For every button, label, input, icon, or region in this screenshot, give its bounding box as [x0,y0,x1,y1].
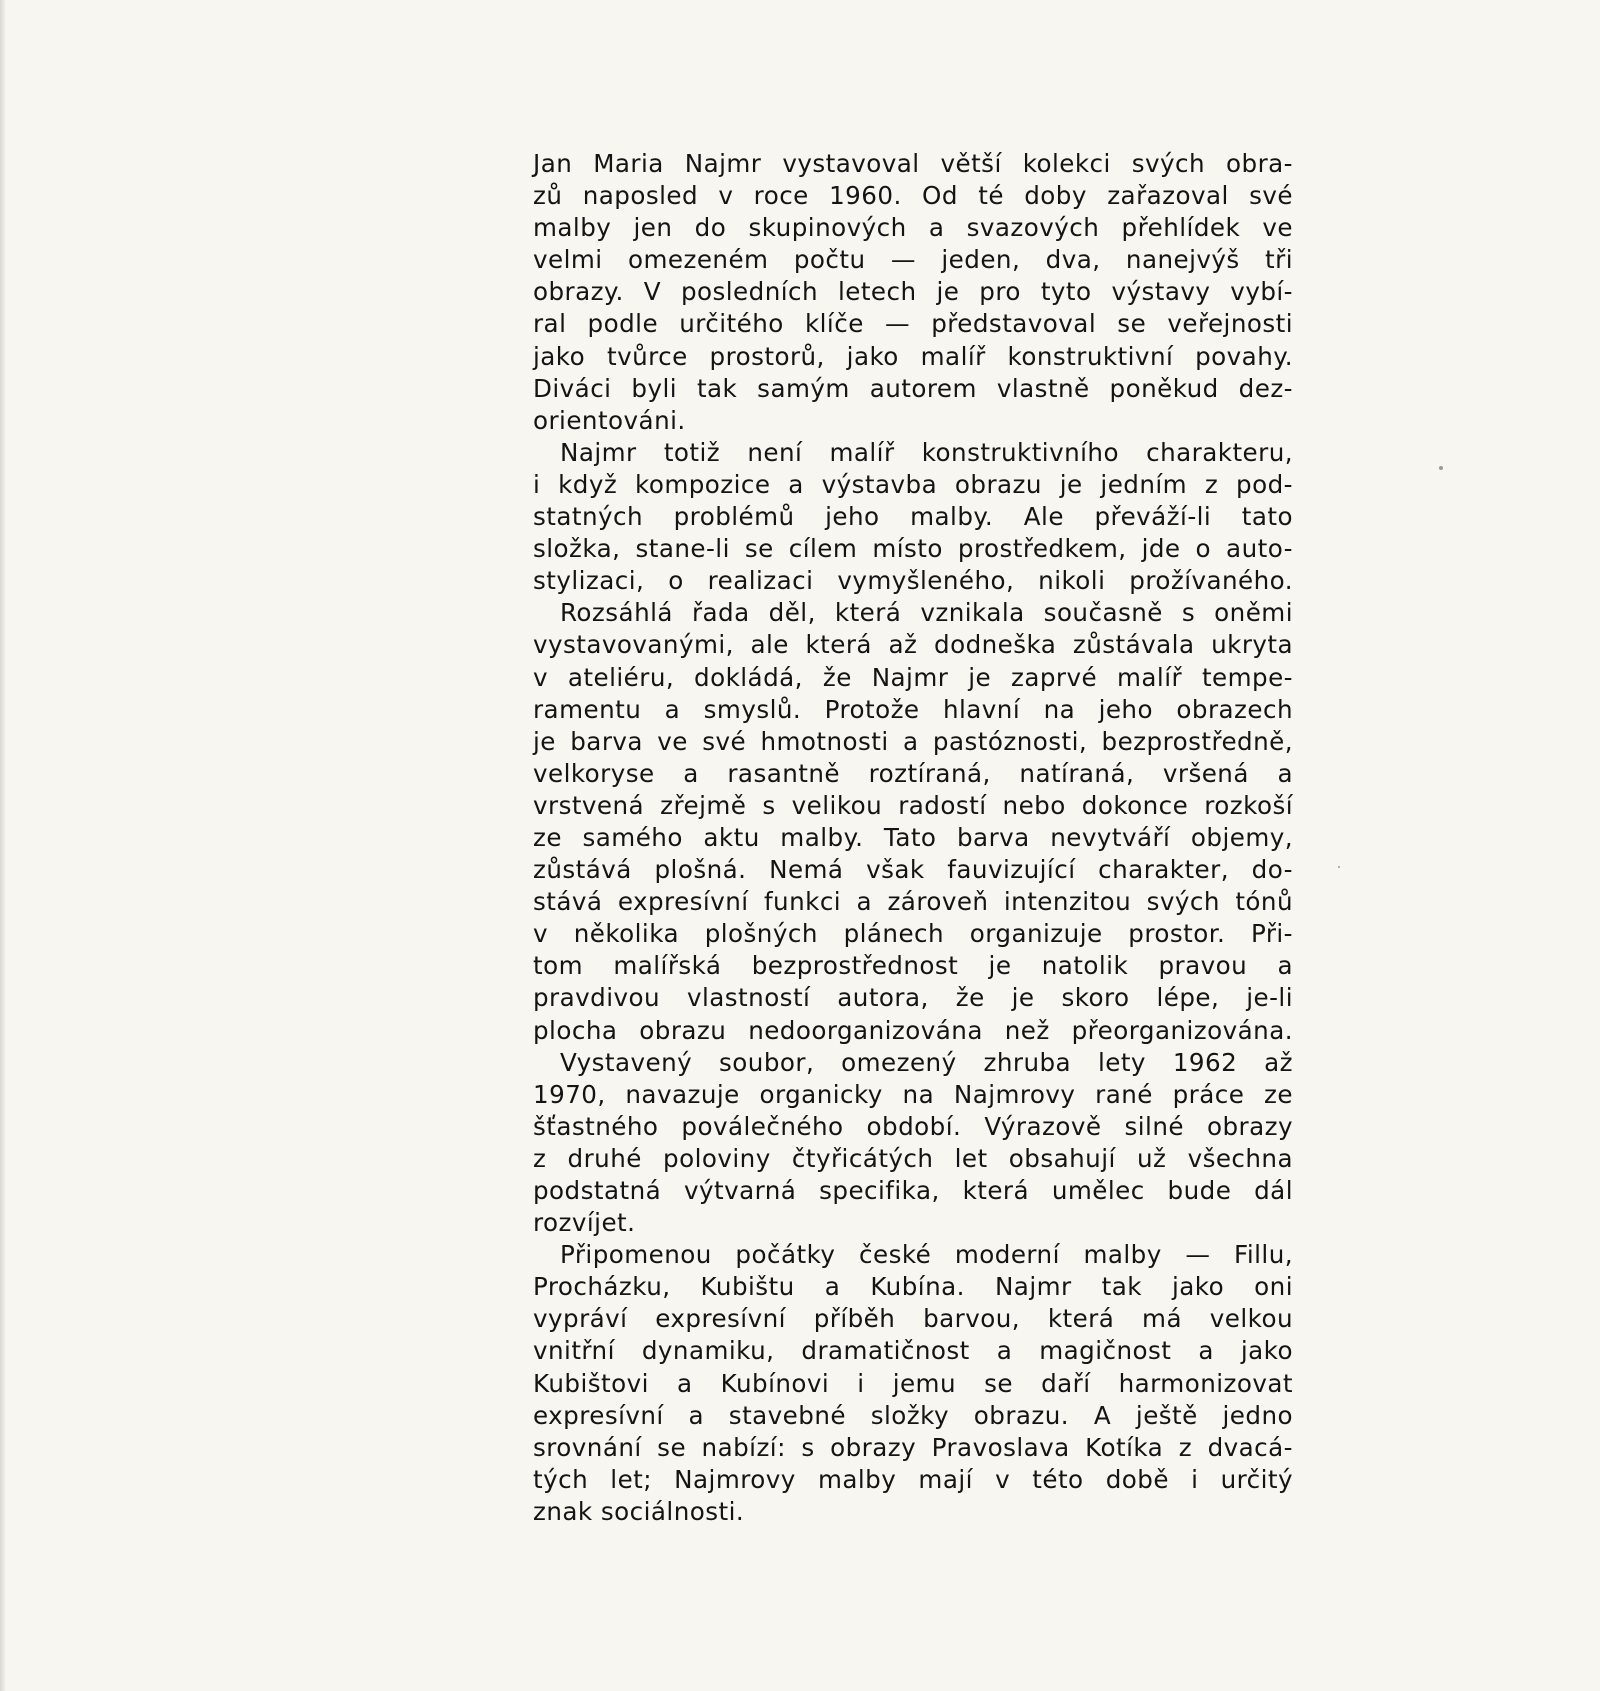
text-line: v ateliéru, dokládá, že Najmr je zaprvé malíř tempe- [533,662,1293,692]
text-line: pravdivou vlastností autora, že je skoro lépe, je-li [533,983,1293,1013]
text-line: vypráví expresívní příběh barvou, která má velkou [533,1304,1293,1334]
text-line: ze samého aktu malby. Tato barva nevytváří objemy, [533,822,1293,852]
text-line: vnitřní dynamiku, dramatičnost a magičnost a jako [533,1336,1293,1366]
text-line: srovnání se nabízí: s obrazy Pravoslava Kotíka z dvacá- [533,1432,1293,1462]
text-line: expresívní a stavebné složky obrazu. A ještě jedno [533,1400,1293,1430]
text-line: statných problémů jeho malby. Ale převáží-li tato [533,502,1293,532]
text-line: zů naposled v roce 1960. Od té doby zařazoval své [533,181,1293,211]
paper-speck [1439,466,1443,470]
text-line: Najmr totiž není malíř konstruktivního charakteru, [560,437,1293,467]
text-line: zůstává plošná. Nemá však fauvizující charakter, do- [533,855,1293,885]
text-line: orientováni. [533,405,686,435]
text-line: tom malířská bezprostřednost je natolik pravou a [533,951,1293,981]
paragraph-1 [533,148,1293,437]
text-line: složka, stane-li se cílem místo prostředkem, jde o auto- [533,534,1293,564]
paragraph-3 [533,597,1293,1046]
text-line: je barva ve své hmotnosti a pastóznosti, bezprostředně, [533,726,1293,756]
text-line: šťastného poválečného období. Výrazově silné obrazy [533,1111,1293,1141]
paragraph-2 [533,437,1293,597]
paragraph-4 [533,1047,1293,1240]
text-line: podstatná výtvarná specifika, která umělec bude dál [533,1176,1293,1205]
text-line: obrazy. V posledních letech je pro tyto výstavy vybí- [533,277,1293,307]
text-line: i když kompozice a výstavba obrazu je jedním z pod- [533,469,1293,499]
text-line: rozvíjet. [533,1208,636,1238]
text-line: tých let; Najmrovy malby mají v této době i určitý [533,1464,1293,1494]
article-text [533,148,1293,1528]
paragraph-5 [533,1239,1293,1528]
text-line: stává expresívní funkci a zároveň intenzitou svých tónů [533,887,1293,917]
text-line: znak sociálnosti. [533,1496,745,1526]
text-line: Diváci byli tak samým autorem vlastně poněkud dez- [533,373,1293,403]
text-line: vystavovanými, ale která až dodneška zůstávala ukryta [533,630,1293,660]
text-line: 1970, navazuje organicky na Najmrovy rané práce ze [533,1079,1293,1109]
text-line: Vystavený soubor, omezený zhruba lety 1962 až [560,1047,1293,1077]
text-line: z druhé poloviny čtyřicátých let obsahují už všechna [533,1143,1293,1173]
text-line: Rozsáhlá řada děl, která vznikala současně s oněmi [560,598,1293,628]
text-line: malby jen do skupinových a svazových přehlídek ve [533,213,1293,243]
text-line: vrstvená zřejmě s velikou radostí nebo dokonce rozkoší [533,790,1293,820]
text-line: v několika plošných plánech organizuje prostor. Při- [533,919,1293,949]
text-line: Jan Maria Najmr vystavoval větší kolekci svých obra- [533,149,1293,178]
text-line: jako tvůrce prostorů, jako malíř konstruktivní povahy. [533,341,1293,371]
text-line: velkoryse a rasantně roztíraná, natíraná, vršená a [533,758,1293,788]
page-edge [0,0,6,1691]
text-line: ramentu a smyslů. Protože hlavní na jeho obrazech [533,694,1293,724]
text-line: plocha obrazu nedoorganizována než přeorganizována. [533,1015,1293,1045]
text-line: stylizaci, o realizaci vymyšleného, nikoli prožívaného. [533,566,1293,596]
text-line: Připomenou počátky české moderní malby — Fillu, [560,1240,1293,1270]
text-line: velmi omezeném počtu — jeden, dva, nanejvýš tři [533,245,1293,275]
text-line: ral podle určitého klíče — představoval se veřejnosti [533,309,1293,339]
text-line: Kubištovi a Kubínovi i jemu se daří harmonizovat [533,1368,1293,1398]
text-line: Procházku, Kubištu a Kubína. Najmr tak jako oni [533,1272,1293,1302]
paper-speck [1338,866,1340,868]
